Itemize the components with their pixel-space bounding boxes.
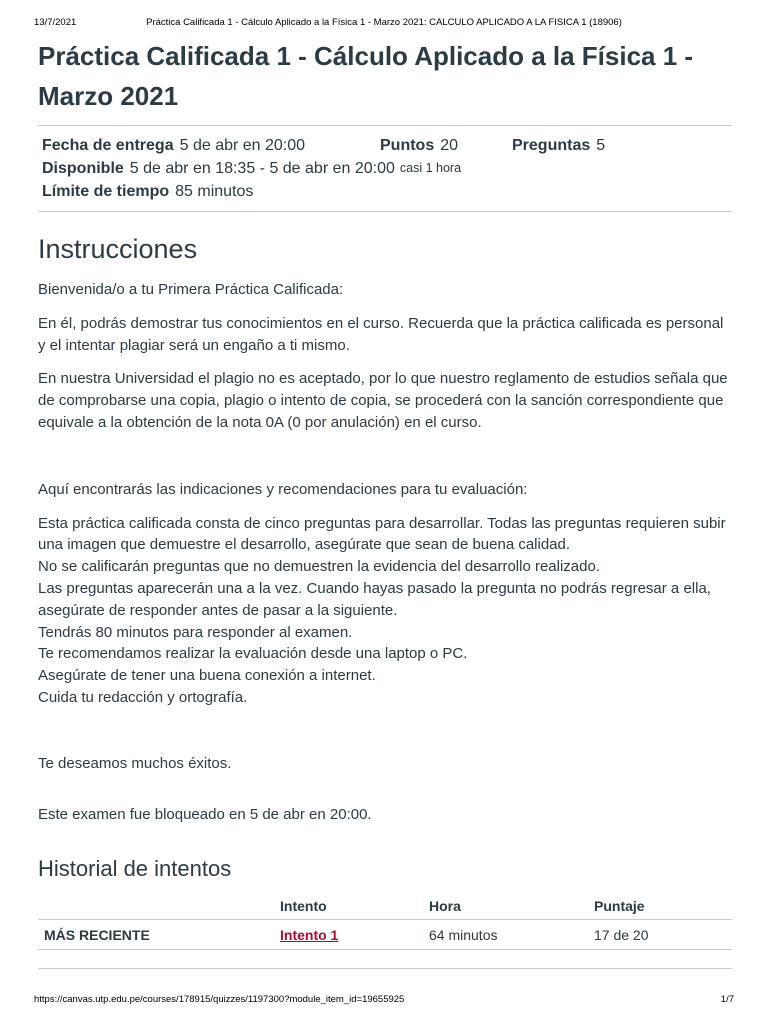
print-date: 13/7/2021 [34,17,77,28]
text-line: Esta práctica calificada consta de cinco preguntas para desarrollar. Todas las preguntas requieren subir [38,514,726,532]
time-limit-label: Límite de tiempo [42,183,170,200]
details-row-3 [42,180,728,203]
print-page-title: Práctica Calificada 1 - Cálculo Aplicado a la Física 1 - Marzo 2021: CALCULO APLICADO A LA FISICA 1 (18906) [146,17,622,28]
instructions-paragraph: Bienvenida/o a tu Primera Práctica Calificada: [38,281,344,298]
time-limit-value: 85 minutos [175,183,254,200]
details-row-2 [42,157,728,180]
print-header [34,17,734,28]
attempt-link[interactable]: Intento 1 [280,926,339,943]
text-line: Tendrás 80 minutos para responder al examen. [38,623,353,641]
instructions-paragraph [38,368,732,433]
column-header: Hora [429,893,594,920]
questions-label: Preguntas [512,137,591,154]
text-line: asegúrate de responder antes de pasar a la siguiente. [38,601,398,619]
text-line: una imagen que demuestre el desarrollo, asegúrate que sean de buena calidad. [38,536,571,554]
instructions-paragraph: Aquí encontrarás las indicaciones y recomendaciones para tu evaluación: [38,480,528,498]
questions-value: 5 [596,137,606,154]
print-page-number: 1/7 [720,994,734,1005]
points-label: Puntos [380,137,435,154]
text-line: Asegúrate de tener una buena conexión a internet. [38,667,376,685]
table-header-row [38,893,732,920]
latest-attempt-label: MÁS RECIENTE [38,920,280,950]
text-line: de comprobarse una copia, plagio o intento de copia, se procederá con la sanción correspondiente que [38,392,724,410]
text-line: En él, podrás demostrar tus conocimientos en el curso. Recuerda que la práctica calificada es personal [38,314,724,332]
text-line: Las preguntas aparecerán una a la vez. Cuando hayas pasado la pregunta no podrás regresar a ella, [38,579,711,597]
locked-notice: Este examen fue bloqueado en 5 de abr en 20:00. [38,805,372,823]
quiz-title: Práctica Calificada 1 - Cálculo Aplicado a la Física 1 - Marzo 2021 [38,41,694,111]
quiz-page [38,36,732,969]
attempt-score: 17 de 20 [594,920,732,950]
text-line: Te recomendamos realizar la evaluación desde una laptop o PC. [38,645,468,663]
closing-message: Te deseamos muchos éxitos. [38,754,232,772]
points-value: 20 [440,137,459,154]
column-header: Puntaje [594,893,732,920]
questions [512,134,605,157]
available-value: 5 de abr en 18:35 - 5 de abr en 20:00 [129,160,395,177]
due-label: Fecha de entrega [42,137,174,154]
attempt-history-heading: Historial de intentos [38,856,232,882]
print-url: https://canvas.utp.edu.pe/courses/178915/quizzes/1197300?module_item_id=19655925 [34,994,405,1005]
divider [38,968,732,969]
text-line: equivale a la obtención de la nota 0A (0 por anulación) en el curso. [38,413,482,431]
text-line: y el intentar plagiar será un engaño a ti mismo. [38,336,350,354]
due-value: 5 de abr en 20:00 [179,137,306,154]
print-footer [34,994,734,1005]
points [380,134,512,157]
instructions-list [38,513,732,709]
table-row [38,920,732,950]
attempt-history-table [38,893,732,950]
text-line: En nuestra Universidad el plagio no es aceptado, por lo que nuestro reglamento de estudios señala que [38,370,728,388]
details-row-1 [42,134,728,157]
column-header: Intento [280,893,429,920]
instructions-body [38,279,732,825]
divider [38,211,732,212]
available-label: Disponible [42,160,124,177]
text-line: Cuida tu redacción y ortografía. [38,688,248,706]
quiz-details [38,126,732,211]
instructions-paragraph [38,313,732,357]
column-header [38,893,280,920]
instructions-heading: Instrucciones [38,234,198,264]
text-line: No se calificarán preguntas que no demuestren la evidencia del desarrollo realizado. [38,558,601,576]
available-note: casi 1 hora [399,161,462,175]
attempt-time: 64 minutos [429,920,594,950]
due-date [42,134,380,157]
